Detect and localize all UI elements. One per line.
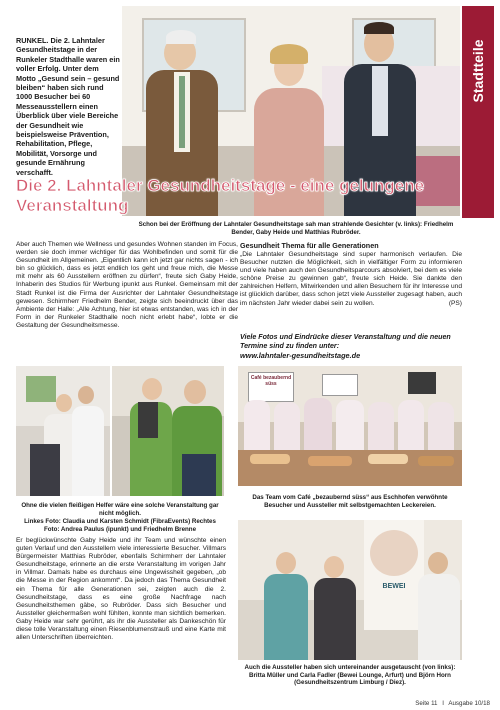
author-initials: (PS) <box>448 299 462 307</box>
cafe-sign: Café bezaubernd süss <box>250 375 292 387</box>
helpers-caption-names: Linkes Foto: Claudia und Karsten Schmidt (FibraEvents) Rechtes Foto: Andrea Paulus (ipunkt) und Friedhelm Brenne <box>24 518 216 533</box>
left-column-text-2: Er beglückwünschte Gaby Heide und ihr Team und wünschte einen guten Verlauf und den Ausstellern viele interessierte Besucher. Villmars Bürgermeister Matthias Rubröder, ebenfalls Schirmherr der Lahntaler Gesundheitstage, erinnerte an die erste Veranstaltung im vorigen Jahr in Villmar. Damals habe es durchaus eine Ungewissheit gegeben, „ob die Messe in der Region ankommt“. Da jedoch das Thema Gesundheit ein Thema für alle Generationen sei, zeigten auch die 2. Gesundheitstage, dass es eine große Nachfrage nach Gesundheitsthemen gäbe, so Rubröder. Dass sich Besucher und Aussteller gleichermaßen wohl fühlten, konnte man sichtlich bemerken. Gaby Heide war sehr gerührt, als ihr die Aussteller als Dankeschön für diese tolle Veranstaltung einen Riesenblumenstrauß und eine Karte mit allen Unterschriften überreichten. <box>16 537 226 642</box>
left-column-text-1: Aber auch Themen wie Wellness und gesundes Wohnen standen im Focus, werden sie doch immer wichtiger für das Wohlbefinden und somit für die Gesundheit im Allgemeinen. „Eigentlich kann ich jetzt gar nichts sagen - ich bin so glücklich, dass es jetzt endlich los geht und freue mich, die Messe mit mehr als 60 Ausstellern eröffnen zu dürfen“, freute sich Gaby Heide, Inhaberin des Studios für Werbung ipunkt aus Runkel. Gemeinsam mit der Stadt Runkel ist die Firma der Ausrichter der Lahntaler Gesundheitstage gewesen. Schirmherr Friedhelm Bender, zeigte sich beeindruckt über das Ambiente der Halle: „Alle Achtung, hier ist etwas entstanden, was ich in der Form in der Runkeler Stadthalle noch nicht erlebt habe“, lobte er die Gestaltung der Gesundheitsmesse. <box>16 241 238 329</box>
footer-page: Seite 11 <box>415 700 438 707</box>
helpers-photo-right <box>112 366 224 496</box>
intro-text: RUNKEL. Die 2. Lahntaler Gesundheitstage in der Runkeler Stadthalle waren ein voller Erfolg. Unter dem Motto „Gesund sein – gesund bleiben“ haben sich rund 1000 Besucher bei 60 Messeausstellern einen Überblick über viele Bereiche der Gesundheit wie beispielsweise Prävention, Rehabilitation, Pflege, Mobilität, Vorsorge und gesunde Ernährung verschafft. <box>16 36 120 177</box>
right-column-body: „Die Lahntaler Gesundheitstage sind super harmonisch verlaufen. Die Besucher nutzten die Möglichkeit, sich in vielfältiger Form zu informieren und viele haben auch den Gesundheitsparcours absolviert, bei dem es viele schöne Preise zu gewinnen gab“, freute sich Heide. Sie dankte den zahlreichen Helfern, Mitwirkenden und allen Besuchern für ihr Interesse und ist glücklich darüber, dass schon jetzt viele Aussteller zugesagt haben, auch im nächsten Jahr wieder dabei sein zu wollen. <box>240 251 462 307</box>
cafe-team-photo <box>238 366 462 486</box>
headline: Die 2. Lahntaler Gesundheitstage - eine gelungene Veranstaltung <box>16 176 425 215</box>
top-photo-caption: Schon bei der Eröffnung der Lahntaler Gesundheitstage sah man strahlende Gesichter (v. links): Friedhelm Bender, Gaby Heide und Matthias Rubröder. <box>138 221 454 236</box>
footer-separator: I <box>442 700 444 707</box>
promo-text: Viele Fotos und Eindrücke dieser Veranstaltung und die neuen Termine sind zu finden unter: <box>240 333 451 350</box>
right-column-text <box>240 251 462 308</box>
section-tab-label: Stadtteile <box>470 39 486 103</box>
exhibitors-caption: Auch die Aussteller haben sich untereinander ausgetauscht (von links): Britta Müller und Carla Fadler (Bewei Lounge, Arfurt) und Björn Horn (Gesundheitszentrum Limburg / Diez). <box>244 664 456 687</box>
bewei-sign: BEWEI <box>382 583 406 590</box>
promo-url[interactable]: www.lahntaler-gesundheitstage.de <box>240 351 361 360</box>
footer-issue: Ausgabe 10/18 <box>448 700 490 707</box>
helpers-caption-title: Ohne die vielen fleißigen Helfer wäre eine solche Veranstaltung gar nicht möglich. <box>21 502 219 517</box>
footer <box>340 700 490 708</box>
helpers-photo-left <box>16 366 110 496</box>
exhibitors-photo <box>238 520 462 660</box>
right-column-heading: Gesundheit Thema für alle Generationen <box>240 241 379 250</box>
cafe-caption: Das Team vom Café „bezaubernd süss“ aus Eschhofen verwöhnte Besucher und Aussteller mit selbstgemachten Leckereien. <box>252 494 448 509</box>
